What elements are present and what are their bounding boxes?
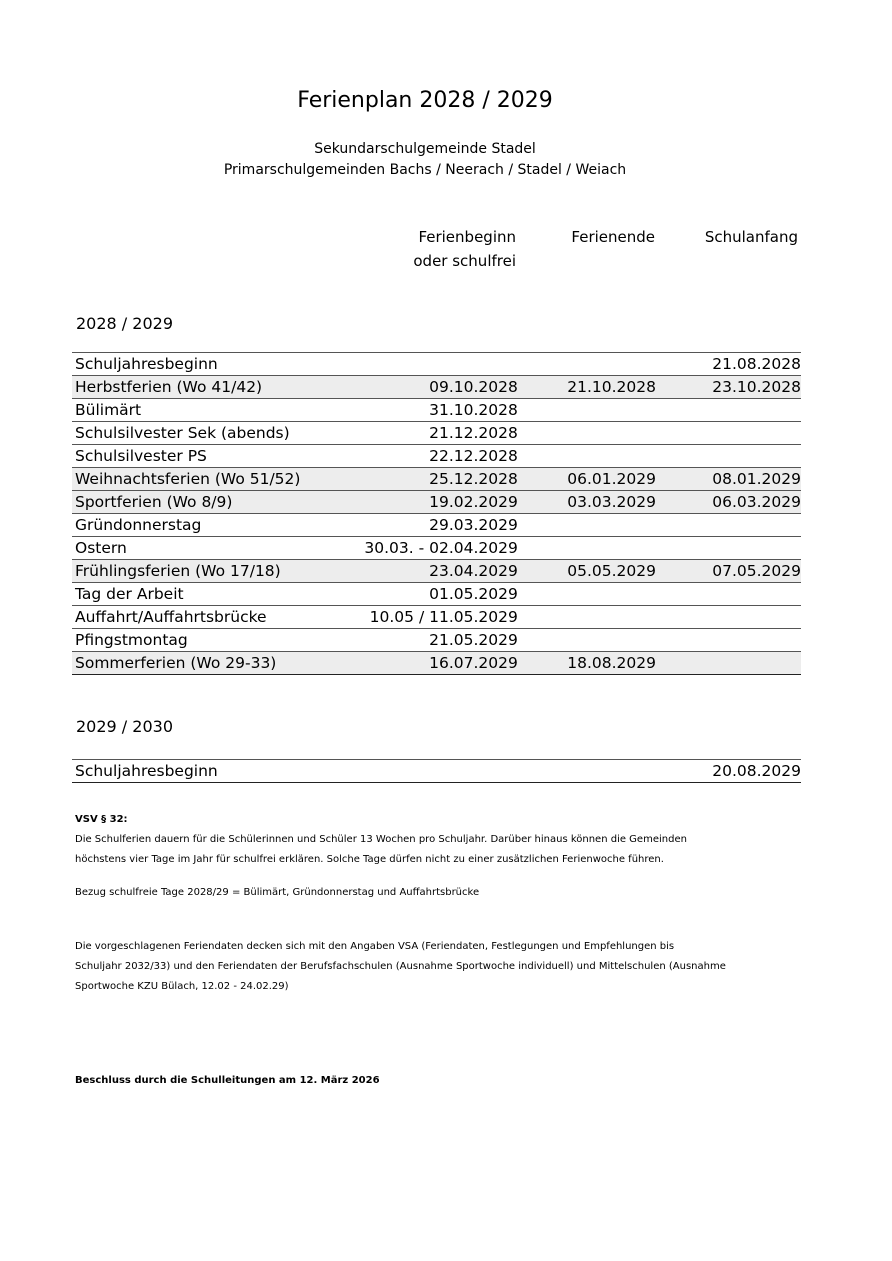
cell-bezeichnung: Gründonnerstag	[72, 514, 364, 537]
column-header-schulanfang: Schulanfang	[704, 228, 798, 246]
cell-ferienende	[518, 583, 656, 606]
column-header-ferienbeginn	[350, 225, 516, 273]
column-header-ferienbeginn-line2: oder schulfrei	[413, 252, 516, 270]
cell-ferienbeginn: 25.12.2028	[364, 468, 518, 491]
table-row	[72, 652, 801, 675]
cell-ferienende	[518, 629, 656, 652]
vorschlag-text-line: Sportwoche KZU Bülach, 12.02 - 24.02.29)	[75, 981, 289, 992]
cell-ferienbeginn: 19.02.2029	[364, 491, 518, 514]
ferien-table-2029-2030	[72, 759, 801, 783]
cell-ferienende	[518, 399, 656, 422]
cell-ferienende: 05.05.2029	[518, 560, 656, 583]
vsv-note	[75, 810, 775, 870]
table-row	[72, 491, 801, 514]
cell-ferienende: 06.01.2029	[518, 468, 656, 491]
table-row	[72, 606, 801, 629]
cell-schulanfang: 08.01.2029	[656, 468, 801, 491]
cell-bezeichnung: Schulsilvester PS	[72, 445, 364, 468]
table-row	[72, 560, 801, 583]
cell-bezeichnung: Auffahrt/Auffahrtsbrücke	[72, 606, 364, 629]
cell-schulanfang	[656, 652, 801, 675]
cell-ferienbeginn: 10.05 / 11.05.2029	[364, 606, 518, 629]
column-header-ferienbeginn-line1: Ferienbeginn	[418, 228, 516, 246]
table-row	[72, 445, 801, 468]
cell-schulanfang: 21.08.2028	[656, 353, 801, 376]
ferien-table-body	[72, 760, 801, 783]
table-row	[72, 353, 801, 376]
cell-ferienende: 03.03.2029	[518, 491, 656, 514]
beschluss-note: Beschluss durch die Schulleitungen am 12. März 2026	[75, 1075, 380, 1086]
cell-ferienbeginn: 29.03.2029	[364, 514, 518, 537]
subtitle-primarschulen: Primarschulgemeinden Bachs / Neerach / Stadel / Weiach	[223, 162, 627, 178]
cell-schulanfang	[656, 514, 801, 537]
cell-ferienbeginn: 30.03. - 02.04.2029	[364, 537, 518, 560]
cell-schulanfang	[656, 399, 801, 422]
cell-schulanfang	[656, 422, 801, 445]
cell-schulanfang: 20.08.2029	[655, 760, 801, 783]
cell-ferienbeginn	[364, 760, 517, 783]
cell-bezeichnung: Tag der Arbeit	[72, 583, 364, 606]
cell-bezeichnung: Ostern	[72, 537, 364, 560]
column-header-ferienende: Ferienende	[571, 228, 655, 246]
table-row	[72, 399, 801, 422]
cell-ferienende: 21.10.2028	[518, 376, 656, 399]
cell-bezeichnung: Schulsilvester Sek (abends)	[72, 422, 364, 445]
cell-ferienende	[517, 760, 655, 783]
cell-ferienbeginn: 31.10.2028	[364, 399, 518, 422]
cell-bezeichnung: Bülimärt	[72, 399, 364, 422]
cell-bezeichnung: Sportferien (Wo 8/9)	[72, 491, 364, 514]
table-row	[72, 537, 801, 560]
cell-bezeichnung: Pfingstmontag	[72, 629, 364, 652]
table-row	[72, 583, 801, 606]
section-heading-2028-2029: 2028 / 2029	[76, 314, 173, 333]
cell-schulanfang: 23.10.2028	[656, 376, 801, 399]
cell-ferienende	[518, 537, 656, 560]
table-row	[72, 629, 801, 652]
cell-bezeichnung: Herbstferien (Wo 41/42)	[72, 376, 364, 399]
cell-ferienbeginn: 22.12.2028	[364, 445, 518, 468]
cell-ferienende: 18.08.2029	[518, 652, 656, 675]
cell-bezeichnung: Schuljahresbeginn	[72, 353, 364, 376]
bezug-note: Bezug schulfreie Tage 2028/29 = Bülimärt, Gründonnerstag und Auffahrtsbrücke	[75, 887, 480, 898]
subtitle-sekundarschule: Sekundarschulgemeinde Stadel	[314, 141, 536, 157]
cell-bezeichnung: Schuljahresbeginn	[72, 760, 364, 783]
cell-ferienbeginn: 01.05.2029	[364, 583, 518, 606]
cell-bezeichnung: Frühlingsferien (Wo 17/18)	[72, 560, 364, 583]
cell-ferienbeginn: 21.05.2029	[364, 629, 518, 652]
cell-ferienbeginn: 21.12.2028	[364, 422, 518, 445]
cell-ferienende	[518, 422, 656, 445]
table-row	[72, 514, 801, 537]
cell-ferienende	[518, 606, 656, 629]
vsv-text-line: Die Schulferien dauern für die Schülerinnen und Schüler 13 Wochen pro Schuljahr. Darüber hinaus können die Gemeinden	[75, 834, 687, 845]
cell-schulanfang	[656, 583, 801, 606]
cell-ferienbeginn	[364, 353, 518, 376]
table-row	[72, 376, 801, 399]
cell-ferienbeginn: 16.07.2029	[364, 652, 518, 675]
cell-bezeichnung: Sommerferien (Wo 29-33)	[72, 652, 364, 675]
cell-ferienende	[518, 445, 656, 468]
cell-schulanfang	[656, 445, 801, 468]
vsv-text-line: höchstens vier Tage im Jahr für schulfrei erklären. Solche Tage dürfen nicht zu einer zusätzlichen Ferienwoche führen.	[75, 854, 664, 865]
vsv-heading: VSV § 32:	[75, 814, 128, 825]
table-row	[72, 760, 801, 783]
vorschlag-note	[75, 937, 775, 997]
page-title: Ferienplan 2028 / 2029	[297, 88, 553, 113]
cell-ferienende	[518, 514, 656, 537]
section-heading-2029-2030: 2029 / 2030	[76, 717, 173, 736]
cell-ferienbeginn: 09.10.2028	[364, 376, 518, 399]
cell-schulanfang: 07.05.2029	[656, 560, 801, 583]
vorschlag-text-line: Schuljahr 2032/33) und den Feriendaten der Berufsfachschulen (Ausnahme Sportwoche individuell) und Mittelschulen (Ausnahme	[75, 961, 726, 972]
cell-schulanfang	[656, 606, 801, 629]
cell-schulanfang	[656, 537, 801, 560]
cell-ferienbeginn: 23.04.2029	[364, 560, 518, 583]
table-row	[72, 468, 801, 491]
cell-bezeichnung: Weihnachtsferien (Wo 51/52)	[72, 468, 364, 491]
ferien-table-body	[72, 353, 801, 675]
cell-ferienende	[518, 353, 656, 376]
ferien-table-2028-2029	[72, 352, 801, 675]
cell-schulanfang: 06.03.2029	[656, 491, 801, 514]
cell-schulanfang	[656, 629, 801, 652]
vorschlag-text-line: Die vorgeschlagenen Feriendaten decken sich mit den Angaben VSA (Feriendaten, Festlegungen und Empfehlungen bis	[75, 941, 675, 952]
table-row	[72, 422, 801, 445]
